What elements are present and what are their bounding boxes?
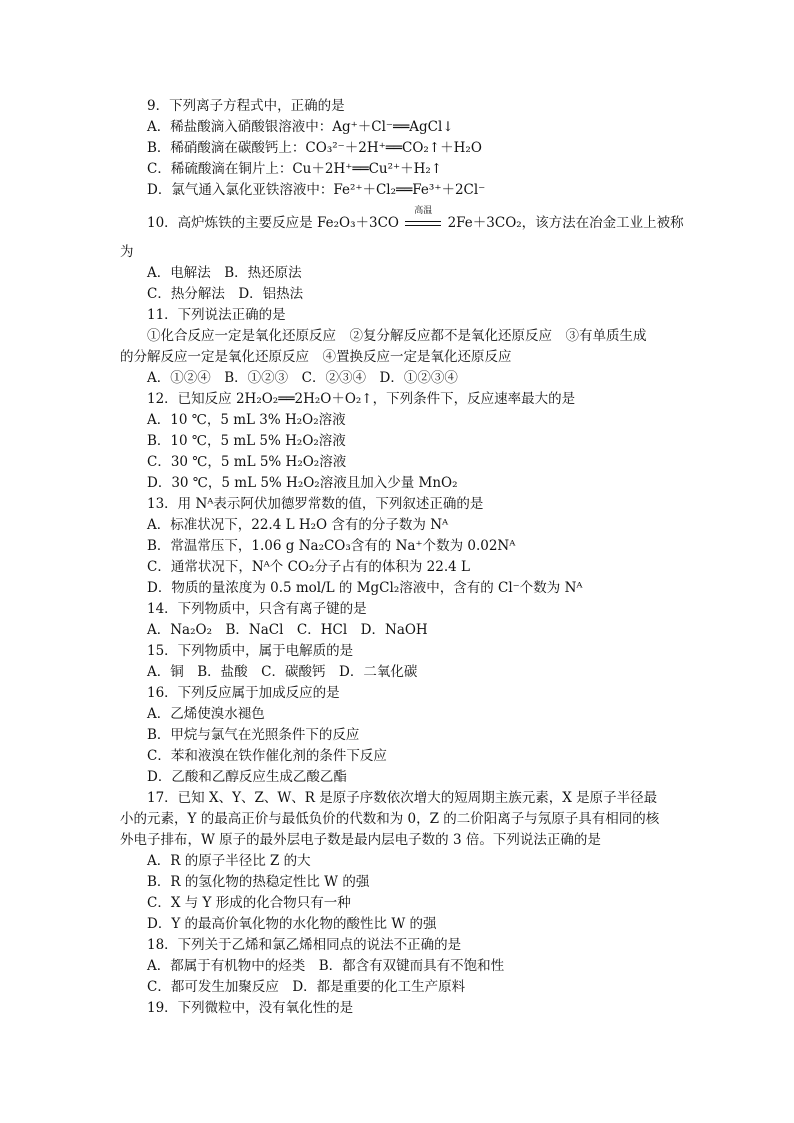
high-temp-equals-sign [403,205,443,231]
q10-stem-cont: 为 [120,244,134,260]
q13-option-d: D．物质的量浓度为 0.5 mol/L 的 MgCl₂溶液中，含有的 Cl⁻个数为 Nᴬ [147,580,583,596]
q11-stem: 11．下列说法正确的是 [147,307,286,323]
q17-stem-2: 小的元素，Y 的最高正价与最低负价的代数和为 0，Z 的二价阳离子与氖原子具有相同的核 [120,811,660,827]
q13-stem: 13．用 Nᴬ表示阿伏加德罗常数的值，下列叙述正确的是 [147,496,484,512]
q16-stem: 16．下列反应属于加成反应的是 [147,685,340,701]
q9-option-b: B．稀硝酸滴在碳酸钙上：CO₃²⁻＋2H⁺══CO₂↑＋H₂O [147,140,482,156]
q16-option-b: B．甲烷与氯气在光照条件下的反应 [147,727,360,743]
q10-options-cd: C．热分解法 D．铝热法 [147,286,304,302]
q17-stem-3: 外电子排布，W 原子的最外层电子数是最内层电子数的 3 倍。下列说法正确的是 [120,832,601,848]
q12-option-d: D．30 ℃，5 mL 5% H₂O₂溶液且加入少量 MnO₂ [147,475,458,491]
q13-option-a: A．标准状况下，22.4 L H₂O 含有的分子数为 Nᴬ [147,517,449,533]
q19-stem: 19．下列微粒中，没有氧化性的是 [147,1000,354,1016]
q17-option-b: B．R 的氢化物的热稳定性比 W 的强 [147,874,370,890]
q15-stem: 15．下列物质中，属于电解质的是 [147,643,354,659]
q9-option-c: C．稀硫酸滴在铜片上：Cu＋2H⁺══Cu²⁺＋H₂↑ [147,161,443,177]
q18-stem: 18．下列关于乙烯和氯乙烯相同点的说法不正确的是 [147,937,462,953]
q14-options: A．Na₂O₂ B．NaCl C．HCl D．NaOH [147,622,428,638]
q10-stem-before: 10．高炉炼铁的主要反应是 Fe₂O₃＋3CO [147,215,399,231]
q13-option-b: B．常温常压下，1.06 g Na₂CO₃含有的 Na⁺个数为 0.02Nᴬ [147,538,516,554]
q16-option-c: C．苯和液溴在铁作催化剂的条件下反应 [147,748,387,764]
q17-option-d: D．Y 的最高价氧化物的水化物的酸性比 W 的强 [147,916,437,932]
q9-option-a: A．稀盐酸滴入硝酸银溶液中：Ag⁺＋Cl⁻══AgCl↓ [147,119,454,135]
q17-stem-1: 17．已知 X、Y、Z、W、R 是原子序数依次增大的短周期主族元素，X 是原子半径最 [147,790,658,806]
q14-stem: 14．下列物质中，只含有离子键的是 [147,601,367,617]
q12-option-b: B．10 ℃，5 mL 5% H₂O₂溶液 [147,433,346,449]
q17-option-a: A．R 的原子半径比 Z 的大 [147,853,311,869]
q9-option-d: D．氯气通入氯化亚铁溶液中：Fe²⁺＋Cl₂══Fe³⁺＋2Cl⁻ [147,182,486,198]
reaction-condition: 高温 [414,205,433,216]
q15-options: A．铜 B．盐酸 C．碳酸钙 D．二氧化碳 [147,664,418,680]
q12-stem: 12．已知反应 2H₂O₂══2H₂O＋O₂↑，下列条件下，反应速率最大的是 [147,391,576,407]
q11-statements-1: ①化合反应一定是氧化还原反应 ②复分解反应都不是氧化还原反应 ③有单质生成 [147,328,647,344]
q10-stem-after: 2Fe＋3CO₂，该方法在冶金工业上被称 [447,215,684,231]
q13-option-c: C．通常状况下，Nᴬ个 CO₂分子占有的体积为 22.4 L [147,559,470,575]
q11-options: A．①②④ B．①②③ C．②③④ D．①②③④ [147,370,458,386]
q12-option-c: C．30 ℃，5 mL 5% H₂O₂溶液 [147,454,347,470]
q18-options-ab: A．都属于有机物中的烃类 B．都含有双键而具有不饱和性 [147,958,505,974]
q16-option-a: A．乙烯使溴水褪色 [147,706,265,722]
q10-stem [147,205,684,233]
q17-option-c: C．X 与 Y 形成的化合物只有一种 [147,895,351,911]
q12-option-a: A．10 ℃，5 mL 3% H₂O₂溶液 [147,412,346,428]
q11-statements-2: 的分解反应一定是氧化还原反应 ④置换反应一定是氧化还原反应 [120,349,512,365]
q16-option-d: D．乙酸和乙醇反应生成乙酸乙酯 [147,769,347,785]
q18-options-cd: C．都可发生加聚反应 D．都是重要的化工生产原料 [147,979,466,995]
q10-options-ab: A．电解法 B．热还原法 [147,265,302,281]
q9-stem: 9．下列离子方程式中，正确的是 [147,98,345,114]
